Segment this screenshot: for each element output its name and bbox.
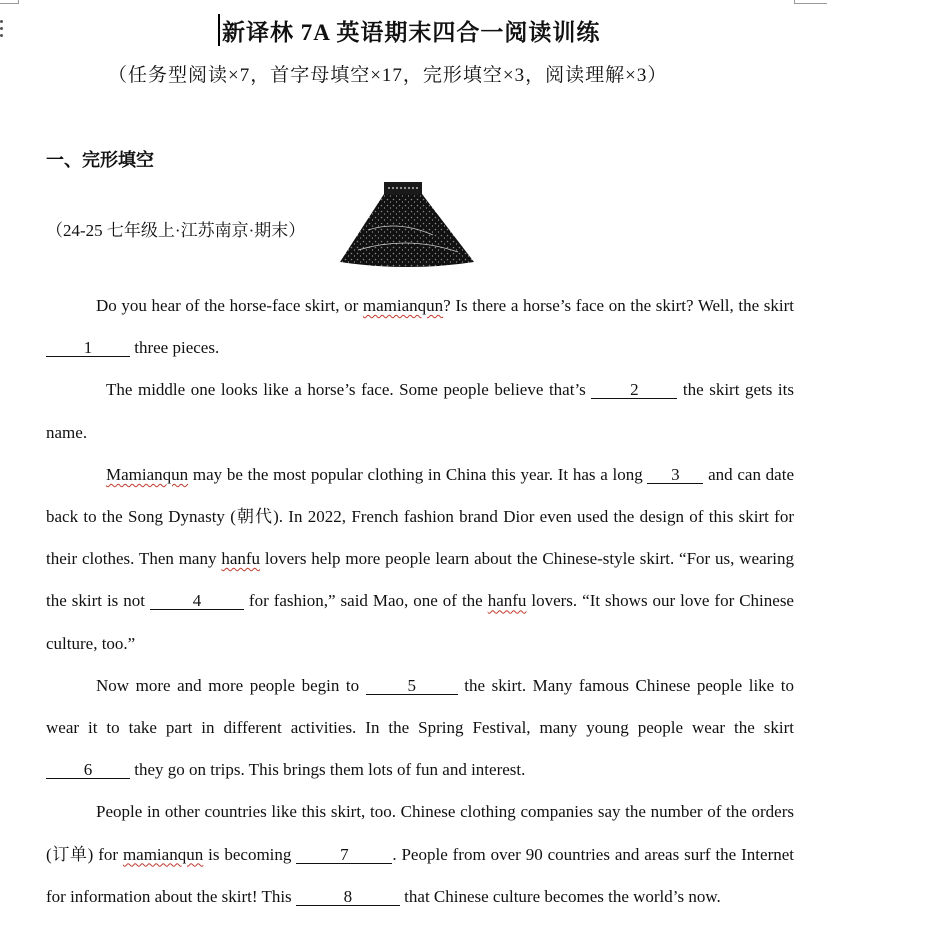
passage-paragraph-5: People in other countries like this skirt, too. Chinese clothing companies say the number of the orders (订单) for mamianqun is becoming 7 . People from over 90 countries and areas surf the Internet for information about the skirt! This 8 that Chinese culture becomes the world’s now. (46, 802, 794, 906)
text-cursor (218, 14, 220, 46)
cloze-passage (46, 285, 794, 918)
pinyin-term: mamianqun (362, 296, 444, 315)
passage-paragraph-3: Mamianqun may be the most popular clothing in China this year. It has a long 3 and can date back to the Song Dynasty (朝代). In 2022, French fashion brand Dior even used the design of this skirt for their clothes. Then many hanfu lovers help more people learn about the Chinese-style skirt. “For us, wearing the skirt is not 4 for fashion,” said Mao, one of the hanfu lovers. “It shows our love for Chinese culture, too.” (46, 464, 795, 653)
document-subtitle: （任务型阅读×7，首字母填空×17，完形填空×3，阅读理解×3） (108, 65, 668, 86)
pinyin-term: mamianqun (122, 844, 204, 864)
section-heading: 一、完形填空 (46, 150, 154, 170)
pinyin-term: Mamianqun (106, 464, 189, 484)
passage-paragraph-2: The middle one looks like a horse’s face. Some people believe that’s 2 the skirt gets its name. (46, 380, 794, 442)
answer-blank-3[interactable]: 3 (647, 466, 703, 484)
page-corner-mark-left (0, 0, 19, 4)
passage-paragraph-1: Do you hear of the horse-face skirt, or mamianqun? Is there a horse’s face on the skirt? Well, the skirt 1 three pieces. (46, 285, 794, 369)
passage-paragraph-4: Now more and more people begin to 5 the skirt. Many famous Chinese people like to wear it to take part in different activities. In the Spring Festival, many young people wear the skirt 6 they go on trips. This brings them lots of fun and interest. (46, 675, 795, 780)
answer-blank-6[interactable]: 6 (46, 761, 130, 779)
exam-source: （24-25 七年级上·江苏南京·期末） (46, 221, 306, 240)
drag-handle-icon[interactable] (0, 20, 4, 37)
answer-blank-2[interactable]: 2 (591, 381, 677, 399)
answer-blank-4[interactable]: 4 (150, 592, 244, 610)
document-title: 新译林 7A 英语期末四合一阅读训练 (222, 20, 601, 45)
answer-blank-7[interactable]: 7 (296, 846, 392, 864)
answer-blank-5[interactable]: 5 (366, 677, 458, 695)
pinyin-term: hanfu (487, 591, 527, 611)
pinyin-term: hanfu (221, 549, 261, 569)
horse-face-skirt-illustration (338, 180, 478, 270)
answer-blank-8[interactable]: 8 (296, 888, 400, 906)
answer-blank-1[interactable]: 1 (46, 339, 130, 357)
page-corner-mark-right (794, 0, 827, 4)
